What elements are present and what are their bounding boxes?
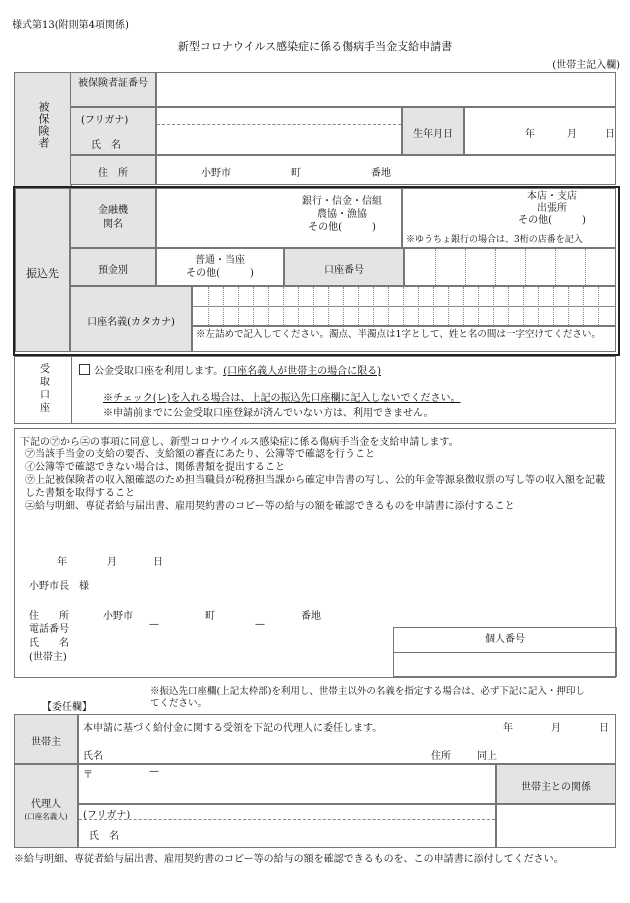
agreement-intro: 下記の㋐から㋓の事項に同意し、新型コロナウイルス感染症に係る傷病手当金を支給申請します。	[20, 437, 459, 448]
account-types: 普通・当座 その他( )	[186, 255, 254, 279]
date-month: 月	[107, 557, 117, 568]
applicant-name-label: 氏 名	[29, 638, 69, 649]
address-lot: 番地	[371, 168, 391, 179]
phone-label: 電話番号	[29, 624, 69, 635]
public-account-section	[14, 356, 616, 424]
bank-types: 銀行・信金・信組 農協・漁協 その他( )	[302, 196, 382, 233]
name-label: 氏 名	[91, 140, 121, 151]
agent-cell	[14, 764, 78, 848]
account-number-field[interactable]	[404, 248, 616, 286]
addressee: 小野市長 様	[29, 581, 89, 592]
address-label-cell	[70, 155, 156, 185]
phone-dash-1: —	[149, 619, 159, 630]
footer-note: ※給与明細、専従者給与届出書、雇用契約書のコピー等の給与の額を確認できるものを、この申請書に添付してください。	[14, 854, 564, 865]
birth-date-field[interactable]	[464, 107, 616, 155]
postal-mark: 〒	[83, 770, 93, 781]
transfer-section-label-cell	[15, 188, 70, 352]
holder-label: 口座名義(カタカナ)	[87, 317, 175, 328]
applicant-address-label: 住 所	[29, 611, 69, 622]
branch-name-field[interactable]	[402, 188, 616, 248]
householder-label: (世帯主)	[29, 652, 67, 663]
account-type-field[interactable]	[156, 248, 284, 286]
personal-number-box[interactable]	[393, 627, 617, 677]
postal-dash: —	[149, 766, 159, 777]
delegation-title: 【委任欄】	[42, 702, 92, 713]
date-day: 日	[153, 557, 163, 568]
delegation-note: ※振込先口座欄(上記太枠部)を利用し、世帯主以外の名義を指定する場合は、必ず下記に記入・押印してください。	[150, 686, 585, 709]
birth-month-label: 月	[567, 129, 577, 140]
bank-label-cell	[70, 188, 156, 248]
agreement-item: ㋐当該手当金の支給の要否、支給額の審査にあたり、公簿等で確認を行うこと	[25, 449, 375, 460]
householder-note: (世帯主記入欄)	[552, 60, 620, 71]
form-number: 様式第13(附則第4項関係)	[12, 20, 129, 31]
furigana-label: (フリガナ)	[81, 115, 129, 126]
delegation-householder-label: 世帯主	[31, 737, 61, 748]
birth-label: 生年月日	[413, 129, 453, 140]
public-account-checkbox[interactable]	[79, 364, 90, 375]
public-account-registration-note: ※申請前までに公金受取口座登録が済んでいない方は、利用できません。	[103, 408, 434, 419]
delegation-day: 日	[599, 723, 609, 734]
agreement-item: ㋓給与明細、専従者給与届出書、雇用契約書のコピー等の給与の額を確認できるものを申請書に添付すること	[25, 501, 515, 512]
account-type-label: 預金別	[98, 265, 128, 276]
holder-label-cell	[70, 286, 192, 352]
householder-cell	[14, 714, 78, 764]
bank-name-field[interactable]	[156, 188, 402, 248]
delegation-year: 年	[503, 723, 513, 734]
yucho-note: ※ゆうちょ銀行の場合は、3桁の店番を記入	[406, 235, 583, 245]
agent-name-field[interactable]	[78, 804, 496, 848]
delegation-statement: 本申請に基づく給付金に関する受領を下記の代理人に委任します。	[83, 723, 383, 734]
bank-label: 金融機関名	[98, 205, 128, 230]
card-number-field[interactable]	[156, 72, 616, 107]
applicant-lot: 番地	[301, 611, 321, 622]
card-number-label: 被保険者証番号	[70, 72, 156, 107]
holder-name-grid[interactable]	[192, 286, 616, 326]
agent-label: 代理人	[31, 799, 61, 810]
form-title: 新型コロナウイルス感染症に係る傷病手当金支給申請書	[177, 40, 453, 53]
applicant-city: 小野市	[103, 611, 133, 622]
account-type-label-cell	[70, 248, 156, 286]
relation-field[interactable]	[496, 804, 616, 848]
agent-furigana-label: (フリガナ)	[83, 810, 131, 821]
delegation-month: 月	[551, 723, 561, 734]
account-number-label: 口座番号	[324, 265, 364, 276]
householder-address-same: 同上	[477, 751, 497, 762]
relation-label-cell	[496, 764, 616, 804]
holder-note: ※左詰めで記入してください。濁点、半濁点は1字として、姓と名の間は一字空けてください。	[192, 326, 616, 352]
insured-name-field[interactable]	[156, 107, 402, 155]
address-label: 住 所	[98, 168, 128, 179]
applicant-town: 町	[205, 611, 215, 622]
address-town: 町	[291, 168, 301, 179]
public-account-label: 受取口座	[37, 363, 49, 415]
date-year: 年	[57, 557, 67, 568]
branch-types: 本店・支店 出張所 その他( )	[518, 191, 586, 226]
householder-delegation-field[interactable]	[78, 714, 616, 764]
agreement-item: ㋒上記被保険者の収入額確認のため担当職員が税務担当課から確定申告書の写し、公的年金等源泉徴収票の写し等の収入額を記載した書類を取得すること	[25, 475, 605, 499]
agreement-section	[14, 428, 616, 678]
account-number-label-cell	[284, 248, 404, 286]
insured-address-field[interactable]	[156, 155, 616, 185]
public-account-condition: (口座名義人が世帯主の場合に限る)	[223, 366, 382, 377]
relation-label: 世帯主との関係	[521, 782, 591, 793]
public-account-check-note: ※チェック(レ)を入れる場合は、上記の振込先口座欄に記入しないでください。	[103, 393, 461, 404]
personal-number-label: 個人番号	[394, 630, 616, 653]
transfer-section-label: 振込先	[26, 267, 59, 280]
agreement-item: ㋑公簿等で確認できない場合は、関係書類を提出すること	[25, 462, 285, 473]
birth-day-label: 日	[605, 129, 615, 140]
agent-sub-label: (口座名義人)	[24, 812, 68, 821]
phone-dash-2: —	[255, 619, 265, 630]
householder-name-label: 氏名	[83, 751, 103, 762]
insured-section-label: 被保険者	[37, 101, 50, 149]
birth-year-label: 年	[525, 129, 535, 140]
insured-section-label-cell	[14, 72, 72, 187]
householder-address-label: 住所	[431, 751, 451, 762]
insured-name-label-cell	[70, 107, 156, 155]
agent-name-label: 氏 名	[89, 831, 119, 842]
address-city: 小野市	[201, 168, 231, 179]
agent-address-field[interactable]	[78, 764, 496, 804]
public-account-option: 公金受取口座を利用します。	[94, 366, 224, 377]
birth-label-cell	[402, 107, 464, 155]
